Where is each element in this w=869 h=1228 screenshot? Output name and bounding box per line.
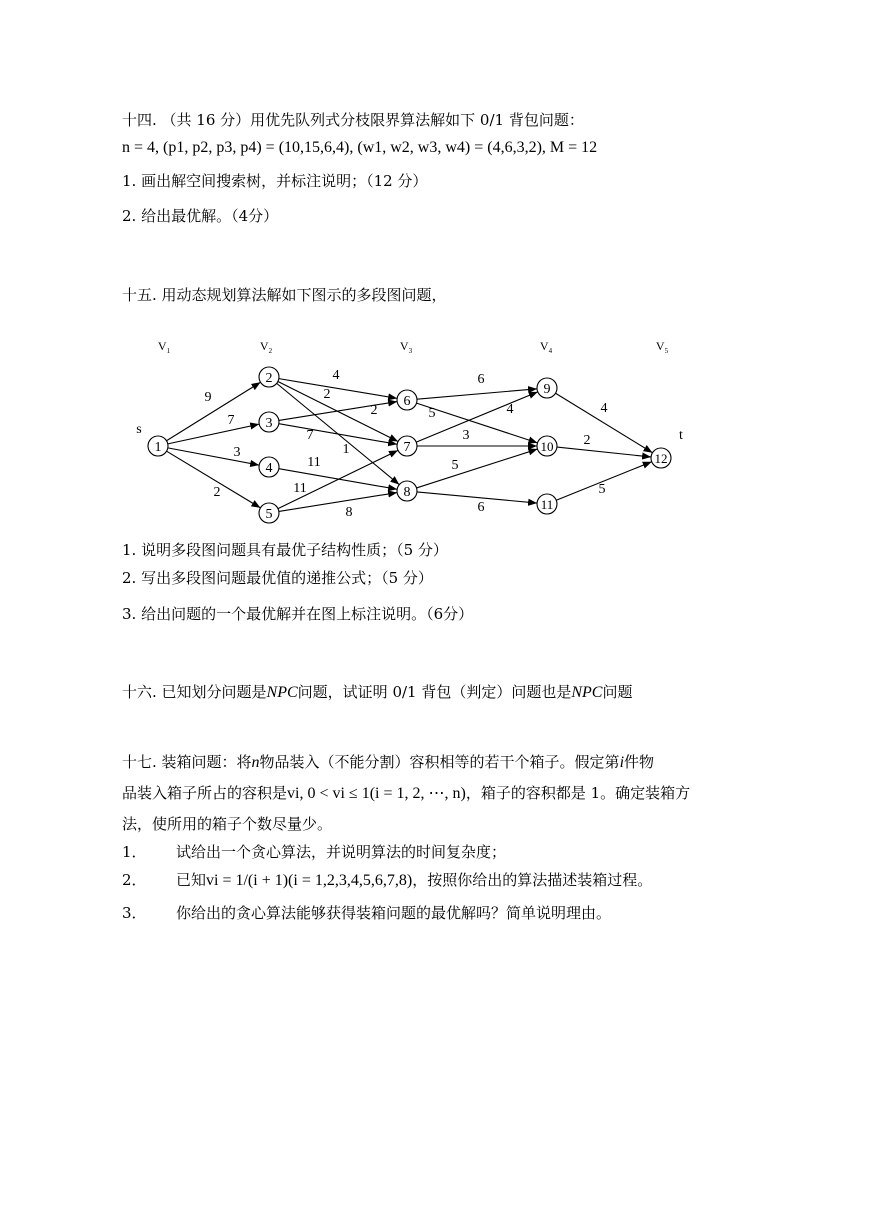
multistage-graph [0,0,869,540]
edge-weight-4-8: 11 [307,455,321,470]
node-label-8: 8 [403,485,411,500]
edge-weight-8-11: 6 [477,500,485,515]
sink-label: t [679,428,683,443]
stage-label-v1: $V_1$ [157,339,171,355]
edge-8-10 [417,449,538,488]
q17-item-3-text: 你给出的贪心算法能够获得装箱问题的最优解吗？简单说明理由。 [176,904,612,922]
q17-line-1-b: 物品装入（不能分割）容积相等的若干个箱子。假定第 [259,753,620,771]
node-label-4: 4 [265,461,273,476]
node-label-1: 1 [154,440,162,455]
node-label-11: 11 [540,497,554,512]
q17-item-1 [122,842,506,862]
edge-weight-7-9: 4 [506,402,514,417]
edge-1-3 [168,424,259,444]
q16-suffix: 问题 [602,683,633,701]
edge-weight-2-7: 2 [323,387,331,402]
stage-label-v5: $V_5$ [655,339,669,355]
q15-item-1: 1. 说明多段图问题具有最优子结构性质；（5 分） [122,541,448,559]
stage-label-v2: $V_2$ [259,339,273,355]
q17-item-2 [122,870,652,891]
q15-item-3: 3. 给出问题的一个最优解并在图上标注说明。（6分） [122,605,474,623]
q17-line-2 [122,783,690,804]
node-label-9: 9 [543,382,551,397]
q16-npc-1: NPC [266,684,298,701]
edge-weight-1-2: 9 [204,390,212,405]
q15-heading: 十五. 用动态规划算法解如下图示的多段图问题， [122,286,447,304]
edge-weight-3-7: 7 [306,428,314,443]
edge-weight-6-9: 6 [477,372,485,387]
q17-item-2-formula: vi = 1/(i + 1)(i = 1,2,3,4,5,6,7,8) [206,872,413,889]
q17-item-2-a: 已知 [176,871,207,889]
q17-var-i: i [619,754,625,771]
q17-line-1 [122,752,654,773]
q16-npc-2: NPC [571,684,603,701]
stage-label-v4: $V_4$ [539,339,553,355]
q16-middle: 问题，试证明 0/1 背包（判定）问题也是 [297,683,572,701]
q17-item-3 [122,903,611,923]
node-label-3: 3 [265,416,273,431]
edge-weight-1-4: 3 [233,445,241,460]
q17-line-3: 法，使所用的箱子个数尽量少。 [122,815,333,833]
edge-5-7 [278,450,398,508]
q14-formula: n = 4, (p1, p2, p3, p4) = (10,15,6,4), (w1, w2, w3, w4) = (4,6,3,2), M = 12 [122,139,598,156]
q17-item-1-text: 试给出一个贪心算法，并说明算法的时间复杂度； [176,843,507,861]
edge-3-7 [279,424,397,445]
edge-weight-8-10: 5 [451,458,459,473]
q16-prefix: 十六. 已知划分问题是 [122,683,267,701]
q17-line-1-c: 件物 [624,753,655,771]
node-label-12: 12 [654,451,668,466]
edge-weight-9-12: 4 [600,401,608,416]
q17-item-3-num: 3． [122,904,147,922]
q17-item-1-num: 1． [122,843,147,861]
edge-6-9 [417,389,537,399]
source-label: s [136,422,142,437]
stage-label-v3: $V_3$ [399,339,413,355]
q17-var-n: n [251,754,260,771]
edge-weight-11-12: 5 [598,482,606,497]
edge-weight-3-6: 2 [370,403,378,418]
q16-statement [122,682,633,703]
edge-3-6 [279,402,397,421]
node-label-10: 10 [540,439,554,454]
q14-heading: 十四. （共 16 分）用优先队列式分枝限界算法解如下 0/1 背包问题： [122,111,584,129]
node-label-2: 2 [265,371,273,386]
edge-weight-2-6: 4 [332,368,340,383]
q14-item-1: 1. 画出解空间搜索树，并标注说明；（12 分） [122,172,428,190]
q17-volume-formula: vi, 0 < vi ≤ 1(i = 1, 2, ⋯, n) [287,785,466,802]
q17-line-1-a: 十七. 装箱问题：将 [122,753,252,771]
edge-weight-1-5: 2 [213,485,221,500]
edge-weight-5-8: 8 [345,505,353,520]
node-label-6: 6 [403,394,411,409]
edge-weight-1-3: 7 [227,413,235,428]
q15-item-2: 2. 写出多段图问题最优值的递推公式；（5 分） [122,569,433,587]
edge-weight-6-10: 5 [428,406,436,421]
node-label-5: 5 [265,507,273,522]
q14-item-2: 2. 给出最优解。（4分） [122,207,279,225]
edge-weight-2-8: 1 [342,442,350,457]
q17-line-2-b: ，箱子的容积都是 1。确定装箱方 [465,784,691,802]
q17-item-2-b: ，按照你给出的算法描述装箱过程。 [412,871,653,889]
q17-line-2-a: 品装入箱子所占的容积是 [122,784,288,802]
edge-weight-7-10: 3 [462,428,470,443]
edge-weight-5-7: 11 [293,481,307,496]
edge-1-2 [166,382,260,440]
edge-1-4 [168,448,259,465]
edge-weight-10-12: 2 [583,433,591,448]
node-label-7: 7 [403,440,411,455]
q17-item-2-num: 2． [122,871,147,889]
edge-10-12 [557,447,651,457]
